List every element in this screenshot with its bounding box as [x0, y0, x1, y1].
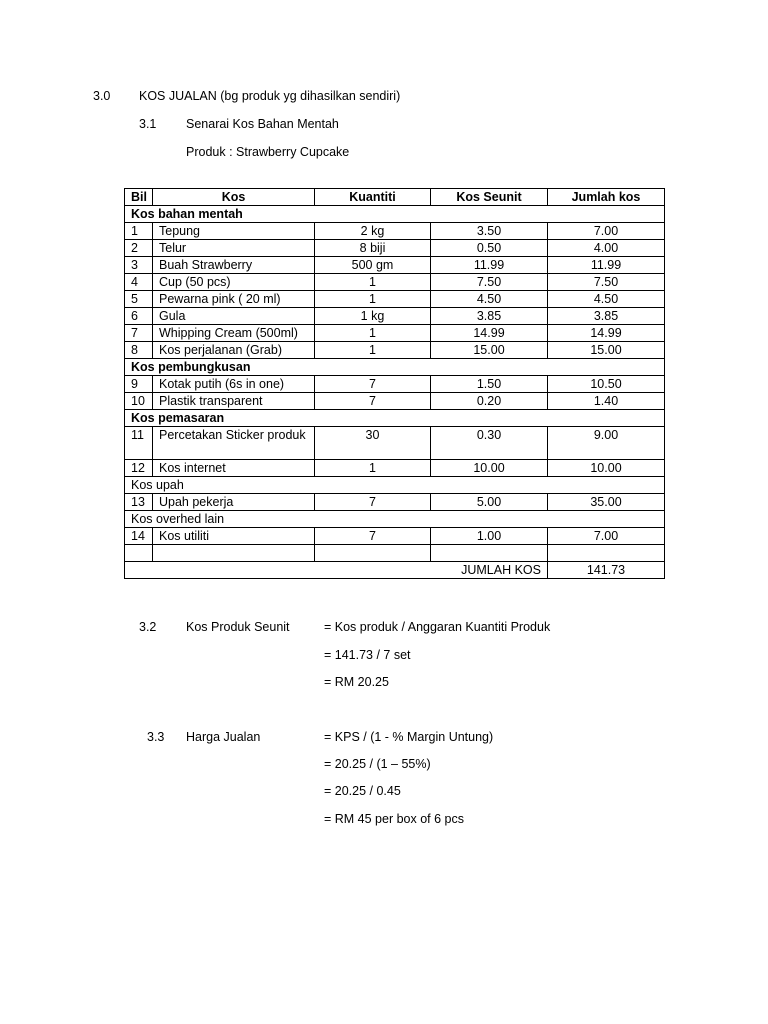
cell-unit: 4.50	[431, 291, 548, 308]
cell-bil: 2	[125, 240, 153, 257]
cell-bil: 3	[125, 257, 153, 274]
cell-qty	[315, 545, 431, 562]
section-label: Kos pembungkusan	[125, 359, 665, 376]
cell-item: Kos perjalanan (Grab)	[153, 342, 315, 359]
cell-total: 10.50	[548, 376, 665, 393]
formula-line: = 20.25 / (1 – 55%)	[324, 757, 431, 771]
cell-unit	[431, 545, 548, 562]
cell-total: 15.00	[548, 342, 665, 359]
table-row	[125, 223, 665, 240]
table-row	[125, 308, 665, 325]
cell-unit: 11.99	[431, 257, 548, 274]
cell-item: Gula	[153, 308, 315, 325]
cell-qty: 7	[315, 393, 431, 410]
cell-qty: 1	[315, 342, 431, 359]
cell-unit: 1.00	[431, 528, 548, 545]
section-3-2-number: 3.2	[139, 620, 157, 634]
cell-qty: 8 biji	[315, 240, 431, 257]
cell-item: Kos internet	[153, 460, 315, 477]
cell-unit: 0.50	[431, 240, 548, 257]
cell-qty: 7	[315, 528, 431, 545]
table-row	[125, 494, 665, 511]
cell-item	[153, 545, 315, 562]
total-label: JUMLAH KOS	[431, 562, 548, 579]
formula-line: = RM 20.25	[324, 675, 389, 689]
header-kos: Kos	[153, 189, 315, 206]
table-row	[125, 274, 665, 291]
formula-line: = 20.25 / 0.45	[324, 784, 401, 798]
cell-total: 7.00	[548, 223, 665, 240]
header-kos-seunit: Kos Seunit	[431, 189, 548, 206]
cell-unit: 15.00	[431, 342, 548, 359]
table-row	[125, 257, 665, 274]
cell-total: 7.00	[548, 528, 665, 545]
cell-bil: 13	[125, 494, 153, 511]
total-value: 141.73	[548, 562, 665, 579]
cell-qty: 500 gm	[315, 257, 431, 274]
cell-unit: 3.85	[431, 308, 548, 325]
section-3-2-title: Kos Produk Seunit	[186, 620, 290, 634]
table-body	[125, 206, 665, 562]
section-3-3-number: 3.3	[147, 730, 165, 744]
section-label: Kos pemasaran	[125, 410, 665, 427]
cell-unit: 7.50	[431, 274, 548, 291]
formula-line: = Kos produk / Anggaran Kuantiti Produk	[324, 620, 551, 634]
cell-item: Whipping Cream (500ml)	[153, 325, 315, 342]
cell-total: 3.85	[548, 308, 665, 325]
heading-number: 3.0	[93, 89, 111, 103]
cell-item: Cup (50 pcs)	[153, 274, 315, 291]
cell-total: 1.40	[548, 393, 665, 410]
section-3-1-number: 3.1	[139, 117, 157, 131]
cell-bil: 10	[125, 393, 153, 410]
cell-qty: 30	[315, 427, 431, 460]
section-row	[125, 359, 665, 376]
total-spacer	[125, 562, 315, 579]
cell-bil: 14	[125, 528, 153, 545]
cell-bil	[125, 545, 153, 562]
cell-qty: 1	[315, 325, 431, 342]
table-row	[125, 427, 665, 460]
cell-item: Kos utiliti	[153, 528, 315, 545]
cell-bil: 8	[125, 342, 153, 359]
table-row	[125, 342, 665, 359]
cell-bil: 7	[125, 325, 153, 342]
table-row	[125, 325, 665, 342]
cost-table	[124, 188, 665, 579]
cell-bil: 4	[125, 274, 153, 291]
cell-qty: 1	[315, 460, 431, 477]
formula-line: = KPS / (1 - % Margin Untung)	[324, 730, 494, 744]
table-row	[125, 528, 665, 545]
cell-total: 4.50	[548, 291, 665, 308]
cell-unit: 10.00	[431, 460, 548, 477]
total-spacer-2	[315, 562, 431, 579]
cell-unit: 3.50	[431, 223, 548, 240]
header-jumlah-kos: Jumlah kos	[548, 189, 665, 206]
section-row	[125, 410, 665, 427]
heading-title: KOS JUALAN (bg produk yg dihasilkan sendiri)	[139, 89, 401, 103]
cell-item: Telur	[153, 240, 315, 257]
cell-unit: 14.99	[431, 325, 548, 342]
cell-item: Tepung	[153, 223, 315, 240]
cell-total: 11.99	[548, 257, 665, 274]
cell-unit: 0.30	[431, 427, 548, 460]
table-row	[125, 376, 665, 393]
cell-qty: 1	[315, 291, 431, 308]
section-label: Kos overhed lain	[125, 511, 665, 528]
cell-item: Kotak putih (6s in one)	[153, 376, 315, 393]
section-3-1-title: Senarai Kos Bahan Mentah	[186, 117, 339, 131]
cell-qty: 7	[315, 376, 431, 393]
cell-item: Upah pekerja	[153, 494, 315, 511]
table-row	[125, 240, 665, 257]
cell-total: 35.00	[548, 494, 665, 511]
cell-total: 14.99	[548, 325, 665, 342]
cell-qty: 1	[315, 274, 431, 291]
cell-bil: 9	[125, 376, 153, 393]
header-bil: Bil	[125, 189, 153, 206]
section-row	[125, 511, 665, 528]
cell-bil: 1	[125, 223, 153, 240]
cell-total: 4.00	[548, 240, 665, 257]
cell-total: 10.00	[548, 460, 665, 477]
table-row	[125, 393, 665, 410]
cell-total	[548, 545, 665, 562]
table-row	[125, 291, 665, 308]
header-kuantiti: Kuantiti	[315, 189, 431, 206]
cell-bil: 12	[125, 460, 153, 477]
table-header-row	[125, 189, 665, 206]
cell-bil: 11	[125, 427, 153, 460]
formula-line: = RM 45 per box of 6 pcs	[324, 812, 465, 826]
formula-line: = 141.73 / 7 set	[324, 648, 411, 662]
cell-bil: 5	[125, 291, 153, 308]
cell-qty: 2 kg	[315, 223, 431, 240]
cell-item: Pewarna pink ( 20 ml)	[153, 291, 315, 308]
section-3-3-title: Harga Jualan	[186, 730, 261, 744]
cell-unit: 1.50	[431, 376, 548, 393]
cell-unit: 0.20	[431, 393, 548, 410]
cell-total: 7.50	[548, 274, 665, 291]
cell-item: Plastik transparent	[153, 393, 315, 410]
cell-item: Percetakan Sticker produk	[153, 427, 315, 460]
product-name: Produk : Strawberry Cupcake	[186, 145, 350, 159]
cell-item: Buah Strawberry	[153, 257, 315, 274]
table-row	[125, 460, 665, 477]
cell-qty: 7	[315, 494, 431, 511]
section-row	[125, 206, 665, 223]
cell-unit: 5.00	[431, 494, 548, 511]
section-label: Kos bahan mentah	[125, 206, 665, 223]
cell-total: 9.00	[548, 427, 665, 460]
cell-bil: 6	[125, 308, 153, 325]
section-label: Kos upah	[125, 477, 665, 494]
cell-qty: 1 kg	[315, 308, 431, 325]
table-row	[125, 545, 665, 562]
total-row	[125, 562, 665, 579]
section-row	[125, 477, 665, 494]
